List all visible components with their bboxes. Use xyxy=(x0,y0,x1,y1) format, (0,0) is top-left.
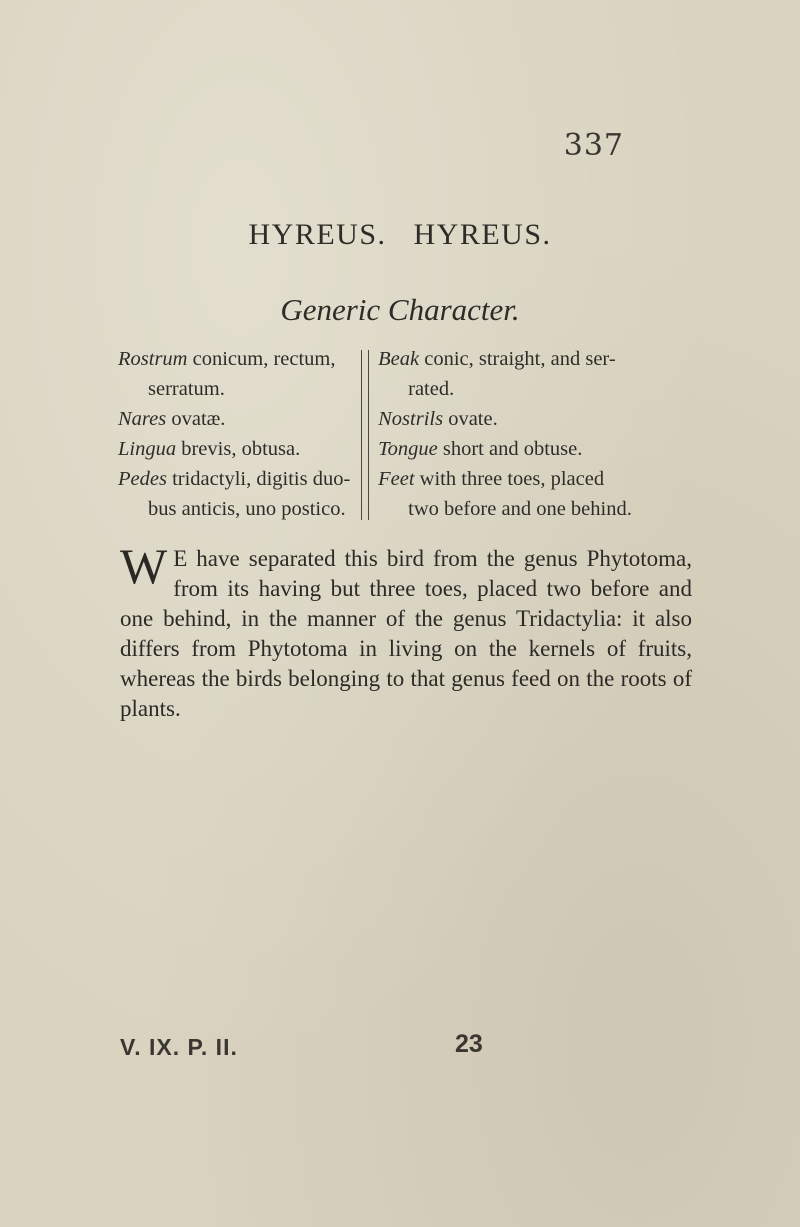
latin-entry-pedes xyxy=(118,464,361,524)
english-column xyxy=(369,344,693,524)
english-entry-tongue xyxy=(378,434,693,464)
generic-character-table xyxy=(118,344,693,524)
latin-text: tridactyli, digitis duo- xyxy=(166,468,351,490)
english-entry-nostrils xyxy=(378,404,693,434)
latin-term: Pedes xyxy=(118,468,167,490)
page-number: 337 xyxy=(563,128,624,163)
english-continuation: rated. xyxy=(408,378,455,400)
sheet-number: 23 xyxy=(455,1030,483,1058)
english-entry-beak xyxy=(378,344,693,404)
english-term: Beak xyxy=(378,348,420,370)
latin-continuation: bus anticis, uno postico. xyxy=(148,498,346,520)
body-text: E have separated this bird from the genus Phytotoma, from its having but three toes, placed two before and one behind, in the manner of the genus Tridactylia: it also differs from Phytotoma in living on the kernels of fruits, whereas the birds belonging to that genus feed on the roots of plants. xyxy=(120,546,692,721)
english-entry-feet xyxy=(378,464,693,524)
latin-column xyxy=(118,344,361,524)
latin-text: conicum, rectum, xyxy=(187,348,336,370)
english-term: Feet xyxy=(378,468,415,490)
volume-signature: V. IX. P. II. xyxy=(120,1034,238,1060)
english-text: with three toes, placed xyxy=(414,468,605,490)
column-divider xyxy=(361,350,369,520)
english-text: conic, straight, and ser- xyxy=(419,348,616,370)
latin-term: Rostrum xyxy=(118,348,188,370)
running-title: HYREUS. HYREUS. xyxy=(248,218,552,251)
section-title: Generic Character. xyxy=(280,292,520,327)
english-term: Nostrils xyxy=(378,408,444,430)
latin-term: Lingua xyxy=(118,438,177,460)
latin-entry-nares xyxy=(118,404,361,434)
english-term: Tongue xyxy=(378,438,438,460)
latin-term: Nares xyxy=(118,408,167,430)
latin-text: brevis, obtusa. xyxy=(176,438,301,460)
english-text: ovate. xyxy=(443,408,498,430)
drop-cap: W xyxy=(120,538,168,594)
english-text: short and obtuse. xyxy=(437,438,583,460)
english-continuation: two before and one behind. xyxy=(408,498,632,520)
latin-text: ovatæ. xyxy=(166,408,226,430)
latin-entry-lingua xyxy=(118,434,361,464)
body-paragraph xyxy=(120,538,692,724)
latin-continuation: serratum. xyxy=(148,378,225,400)
latin-entry-rostrum xyxy=(118,344,361,404)
